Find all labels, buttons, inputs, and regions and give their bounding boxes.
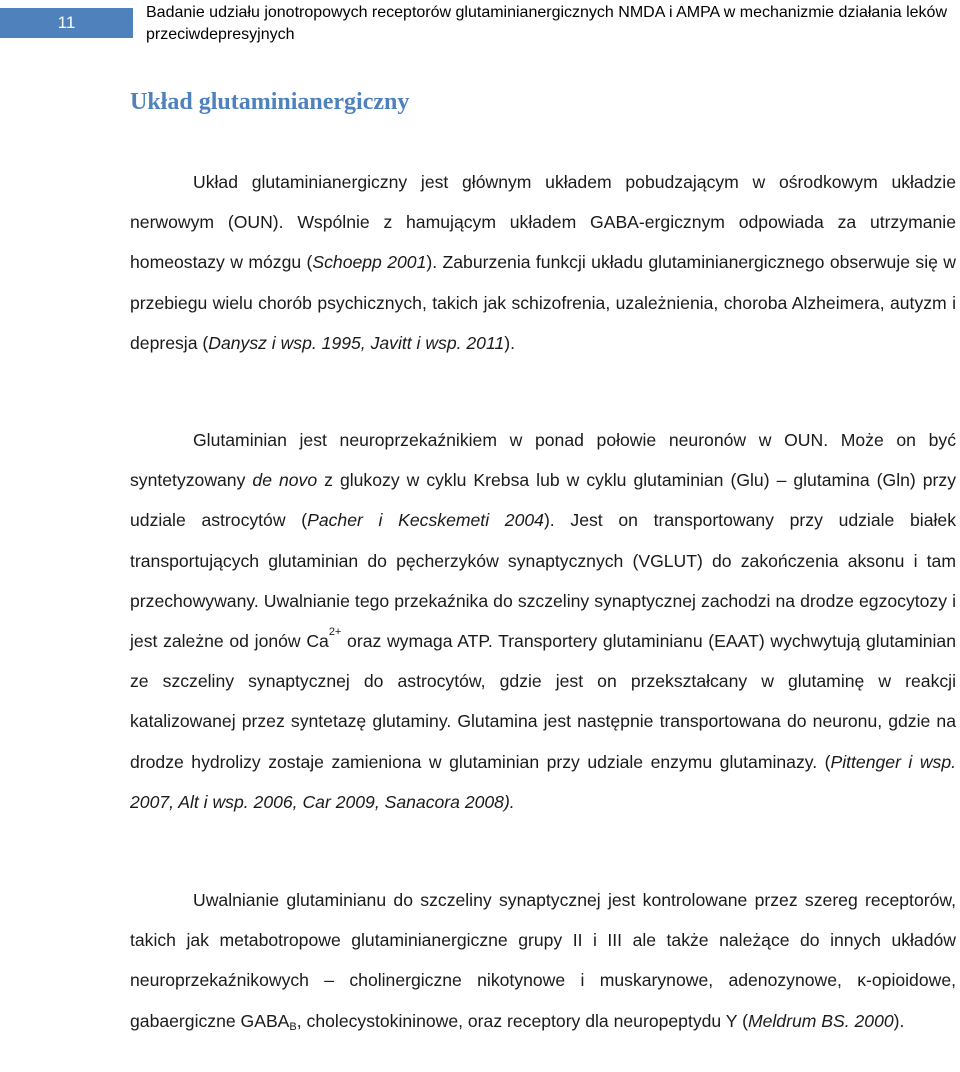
section-heading: Układ glutaminianergiczny xyxy=(130,89,410,115)
paragraph-text: ). Jest on transportowany przy udziale białek transportujących glutaminian do pęcherzyków synaptycznych (VGLUT) do zakończenia aksonu i tam przechowywany. Uwalnianie tego przekaźnika do szczeliny synaptycznej zachodzi na drodze egzocytozy i jest zależne od jonów Ca xyxy=(130,510,956,652)
citation-text: Pittenger i wsp. 2007, Alt i wsp. 2006, Car 2009, Sanacora 2008). xyxy=(130,751,957,812)
paragraph-text: ). xyxy=(893,1010,905,1031)
citation-text: Meldrum BS. 2000 xyxy=(747,1010,894,1031)
body-paragraph-2 xyxy=(130,420,956,822)
citation-text: Danysz i wsp. 1995, Javitt i wsp. 2011 xyxy=(208,332,505,353)
paragraph-text: Układ glutaminianergiczny jest głównym układem pobudzającym w ośrodkowym układzie nerwowym (OUN). Wspólnie z hamującym układem GABA-ergicznym odpowiada za utrzymanie homeostazy w mózgu ( xyxy=(130,172,956,273)
page-number-badge: 11 xyxy=(0,8,133,38)
paragraph-text: ). Zaburzenia funkcji układu glutaminianergicznego obserwuje się w przebiegu wielu chorób psychicznych, takich jak schizofrenia, uzależnienia, choroba Alzheimera, autyzm i depresja ( xyxy=(130,252,956,353)
paragraph-text: ). xyxy=(504,332,515,353)
superscript-text: 2+ xyxy=(328,626,342,639)
paragraph-text: z glukozy w cyklu Krebsa lub w cyklu glutaminian (Glu) – glutamina (Gln) przy udziale astrocytów ( xyxy=(130,470,957,531)
body-paragraph-1 xyxy=(130,162,956,363)
paragraph-text: Glutaminian jest neuroprzekaźnikiem w ponad połowie neuronów w OUN. Może on być syntetyzowany xyxy=(130,430,956,491)
citation-text: Schoepp 2001 xyxy=(312,252,427,273)
paragraph-text: , cholecystokininowe, oraz receptory dla neuropeptydu Y ( xyxy=(296,1010,748,1031)
citation-text: de novo xyxy=(252,470,318,491)
paragraph-text: Uwalnianie glutaminianu do szczeliny synaptycznej jest kontrolowane przez szereg receptorów, takich jak metabotropowe glutaminianergiczne grupy II i III ale także należące do innych układów neuroprzekaźnikowych – cholinergiczne nikotynowe i muskarynowe, adenozynowe, κ-opioidowe, gabaergiczne GABA xyxy=(130,890,956,1031)
running-header-title: Badanie udziału jonotropowych receptorów glutaminianergicznych NMDA i AMPA w mechanizmie działania leków przeciwdepresyjnych xyxy=(146,4,947,43)
subscript-text: B xyxy=(289,1020,297,1033)
page-header xyxy=(0,0,960,50)
citation-text: Pacher i Kecskemeti 2004 xyxy=(307,510,544,531)
body-paragraph-3 xyxy=(130,880,956,1041)
paragraph-text: oraz wymaga ATP. Transportery glutaminianu (EAAT) wychwytują glutaminian ze szczeliny synaptycznej do astrocytów, gdzie jest on przekształcany w glutaminę w reakcji katalizowanej przez syntetazę glutaminy. Glutamina jest następnie transportowana do neuronu, gdzie na drodze hydrolizy zostaje zamieniona w glutaminian przy udziale enzymu glutaminazy. ( xyxy=(130,631,956,772)
